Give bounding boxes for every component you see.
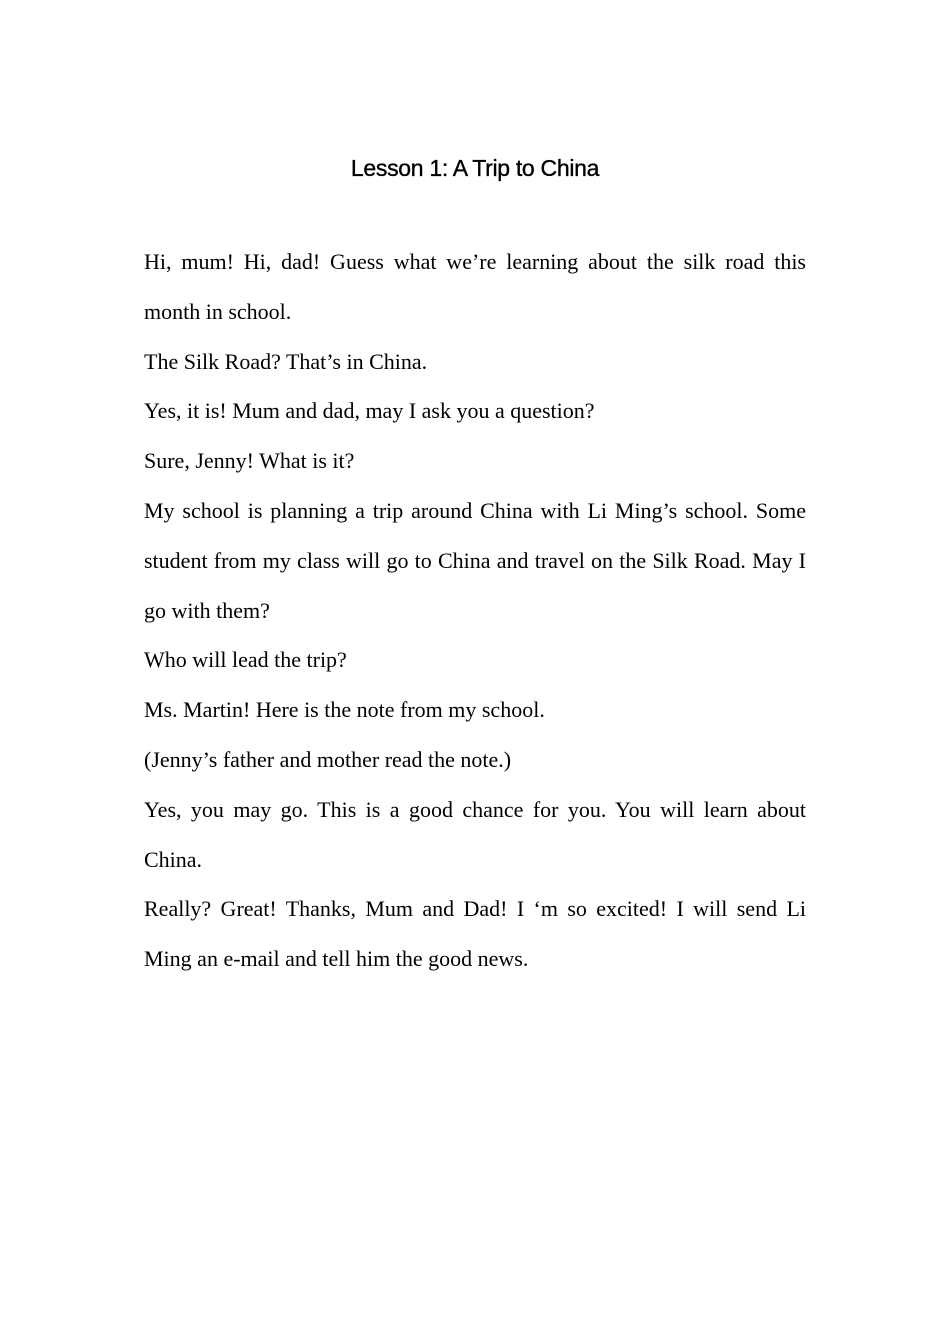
dialogue-body (144, 237, 806, 984)
dialogue-line: Who will lead the trip? (144, 647, 347, 673)
dialogue-line: My school is planning a trip around China with Li Ming’s school. Some student from my class will go to China and travel on the Silk Road. May I go with them? (144, 497, 806, 623)
dialogue-line: The Silk Road? That’s in China. (144, 348, 428, 374)
dialogue-line: Yes, you may go. This is a good chance for you. You will learn about China. (144, 796, 806, 872)
dialogue-line: Yes, it is! Mum and dad, may I ask you a question? (144, 398, 595, 424)
dialogue-line: Really? Great! Thanks, Mum and Dad! I ‘m so excited! I will send Li Ming an e-mail and tell him the good news. (144, 896, 806, 972)
lesson-title: Lesson 1: A Trip to China (350, 155, 600, 181)
stage-direction: (Jenny’s father and mother read the note.) (144, 746, 512, 772)
dialogue-line: Sure, Jenny! What is it? (144, 448, 355, 474)
dialogue-line: Ms. Martin! Here is the note from my school. (144, 697, 545, 723)
dialogue-line: Hi, mum! Hi, dad! Guess what we’re learning about the silk road this month in school. (144, 249, 806, 324)
